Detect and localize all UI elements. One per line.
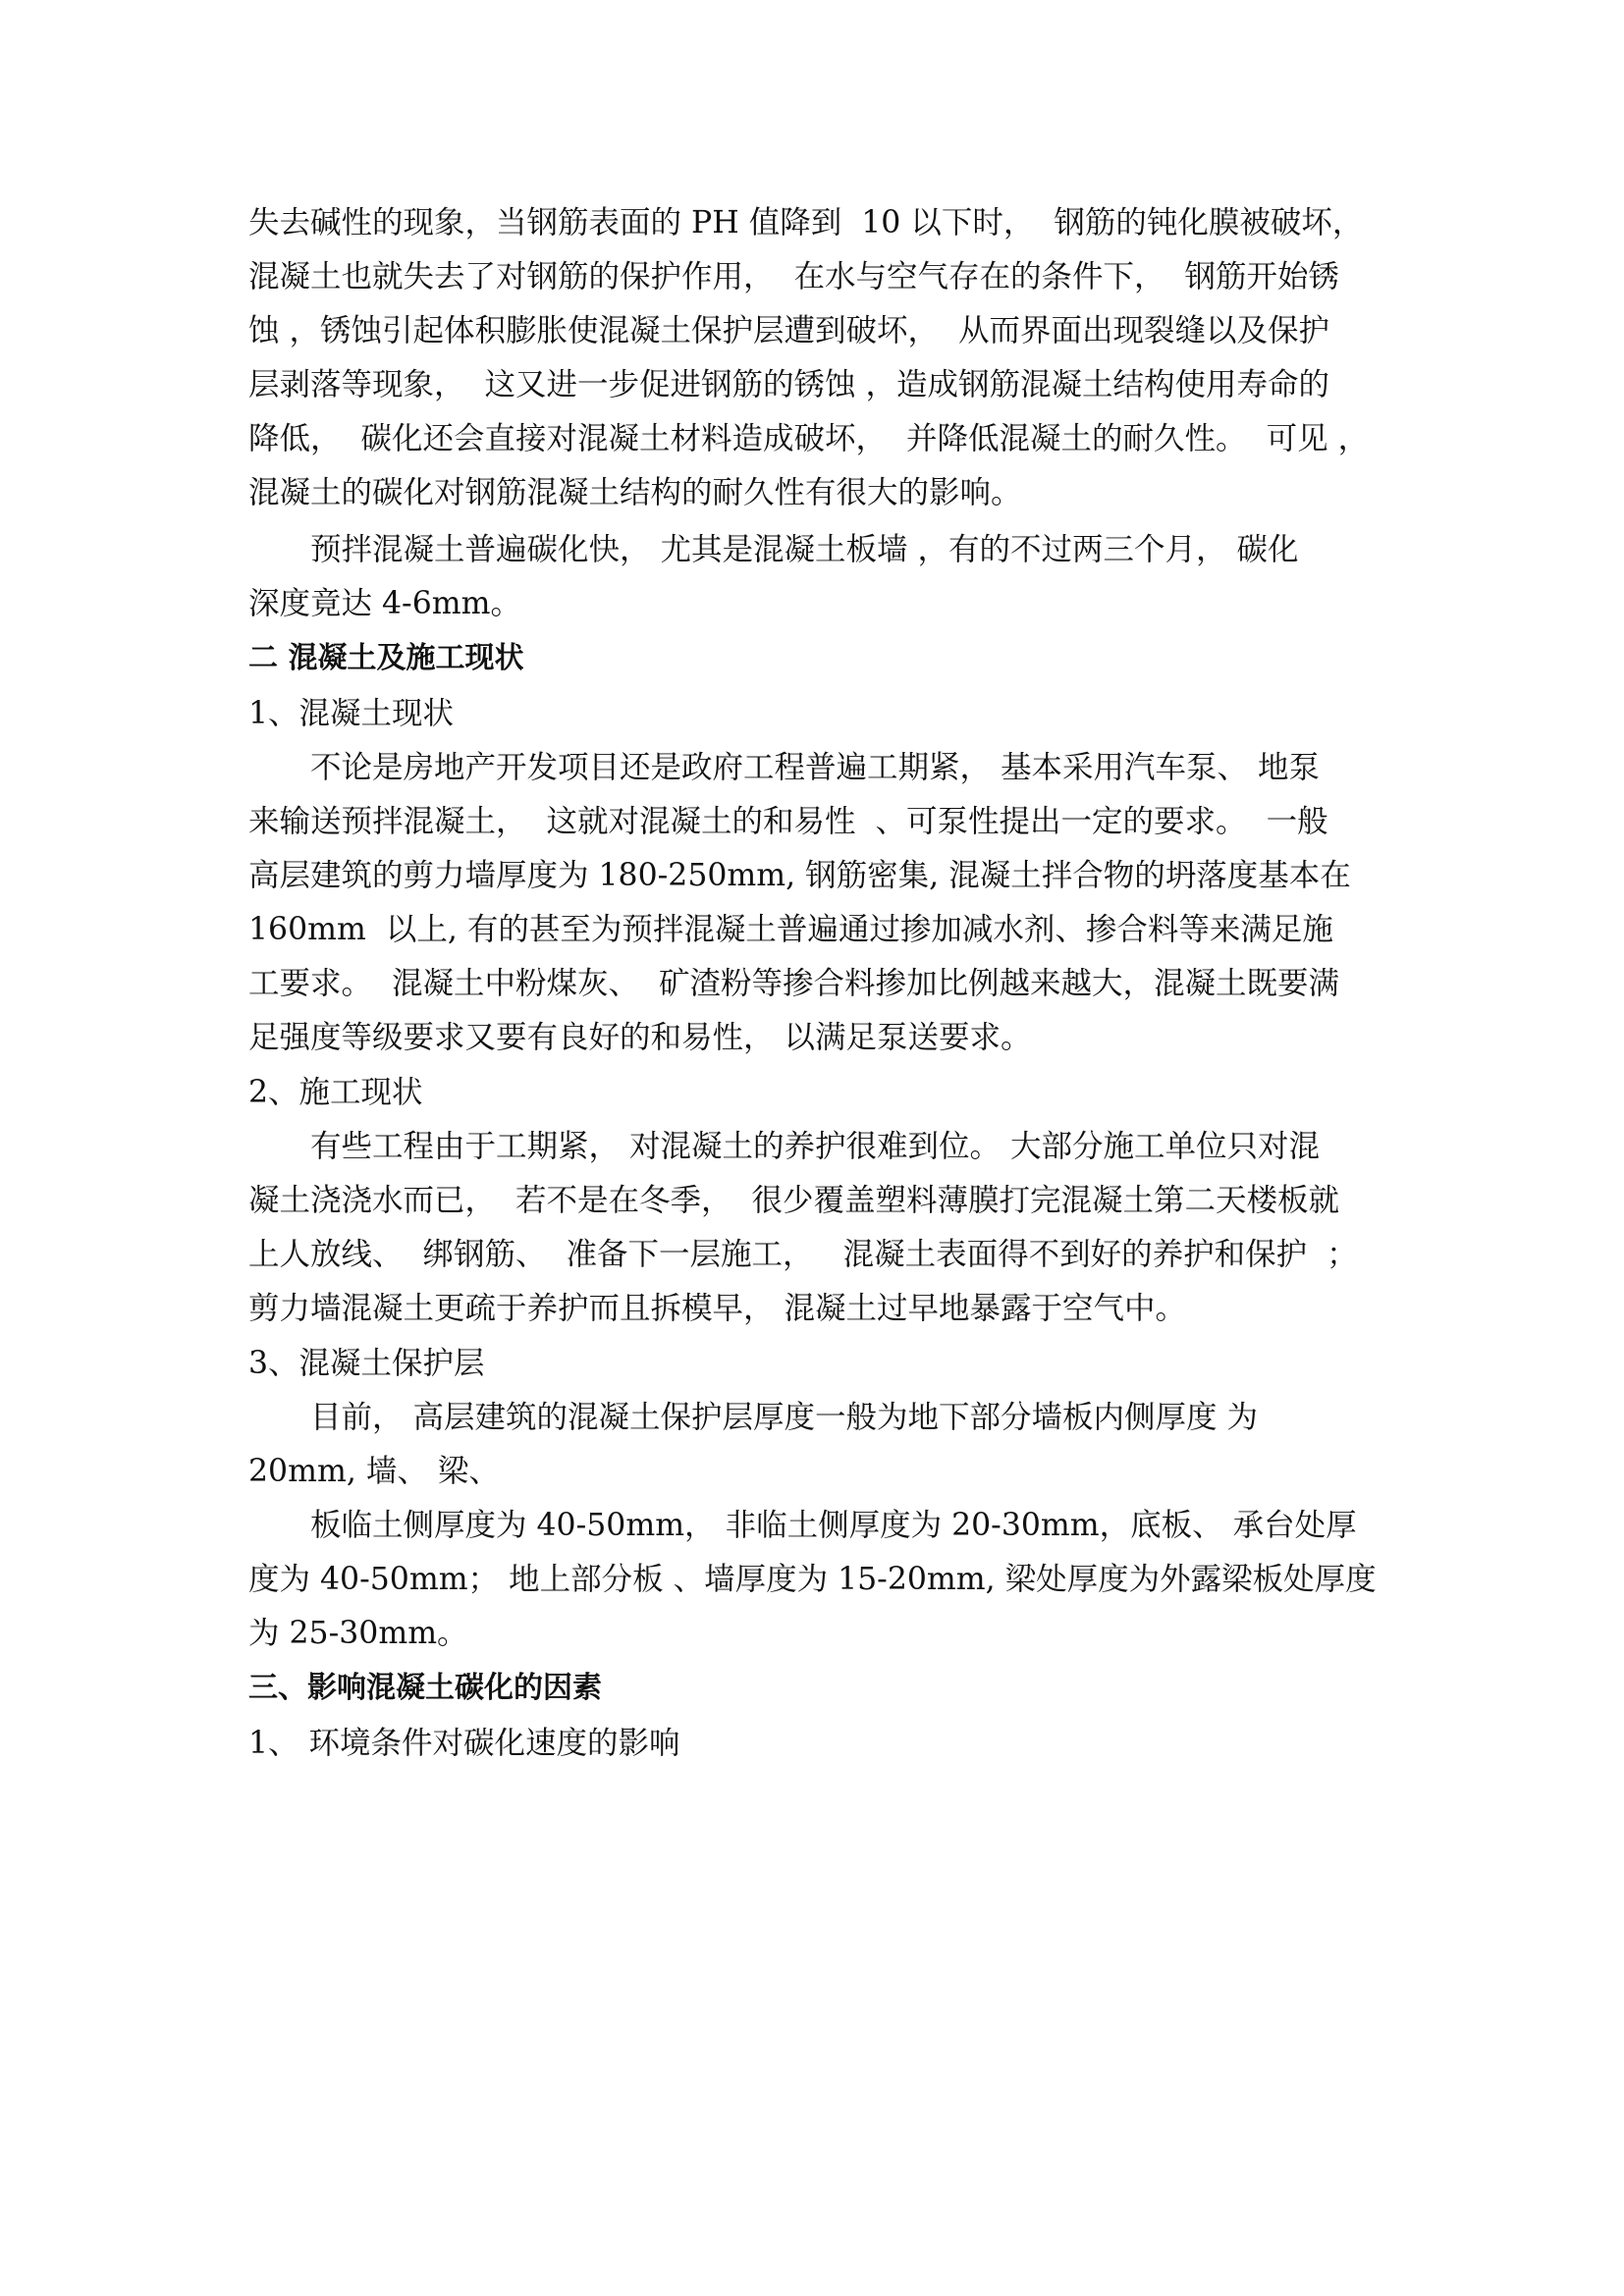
text-line [248, 849, 1387, 903]
text-line-content: 来输送预拌混凝土， 这就对混凝土的和易性 、可泵性提出一定的要求。 一般 [248, 804, 1328, 839]
text-line-content: 目前， 高层建筑的混凝土保护层厚度一般为地下部分墙板内侧厚度 为 [310, 1400, 1259, 1435]
section-heading: 三、影响混凝土碳化的因素 [248, 1671, 602, 1705]
text-line-content: 工要求。 混凝土中粉煤灰、 矿渣粉等掺合料掺加比例越来越大，混凝土既要满 [248, 966, 1340, 1001]
text-line-content: 失去碱性的现象，当钢筋表面的 PH 值降到 10 以下时， 钢筋的钝化膜被破坏， [248, 205, 1364, 240]
text-line-content: 20mm, 墙、 梁、 [248, 1454, 500, 1489]
concrete-status-paragraph [248, 741, 1387, 1065]
text-line [248, 1228, 1387, 1282]
text-line-content: 层剥落等现象， 这又进一步促进钢筋的锈蚀 ，造成钢筋混凝土结构使用寿命的 [248, 367, 1330, 402]
text-line-content: 160mm 以上, 有的甚至为预拌混凝土普遍通过掺加减水剂、掺合料等来满足施 [248, 912, 1333, 947]
text-line-content: 板临土侧厚度为 40-50mm， 非临土侧厚度为 20-30mm，底板、 承台处厚 [310, 1508, 1357, 1543]
text-line [248, 795, 1387, 849]
text-line [248, 741, 1387, 795]
text-line [248, 358, 1387, 412]
text-line [248, 957, 1387, 1011]
text-line [248, 412, 1387, 466]
text-line-content: 预拌混凝土普遍碳化快， 尤其是混凝土板墙 ，有的不过两三个月， 碳化 [310, 532, 1299, 567]
text-line [248, 1120, 1387, 1174]
cover-layer-paragraph-a [248, 1391, 1387, 1499]
text-line-content: 蚀 ，锈蚀引起体积膨胀使混凝土保护层遭到破坏， 从而界面出现裂缝以及保护 [248, 313, 1330, 348]
cover-layer-paragraph-b [248, 1499, 1387, 1661]
text-line [248, 1607, 1387, 1661]
text-line [248, 1011, 1387, 1065]
subsection-title: 3、混凝土保护层 [248, 1346, 485, 1381]
text-line [248, 1499, 1387, 1553]
text-line-content: 为 25-30mm。 [248, 1616, 468, 1651]
text-line-content: 高层建筑的剪力墙厚度为 180-250mm, 钢筋密集, 混凝土拌合物的坍落度基本在 [248, 858, 1351, 893]
text-line-content: 降低， 碳化还会直接对混凝土材料造成破坏， 并降低混凝土的耐久性。 可见 ， [248, 421, 1370, 456]
section-heading: 二 混凝土及施工现状 [248, 641, 524, 675]
text-line-content: 足强度等级要求又要有良好的和易性， 以满足泵送要求。 [248, 1020, 1032, 1055]
text-line [248, 1445, 1387, 1499]
text-line-content: 混凝土的碳化对钢筋混凝土结构的耐久性有很大的影响。 [248, 475, 1022, 510]
subsection-title: 1、混凝土现状 [248, 696, 455, 731]
text-line [248, 466, 1387, 520]
text-line [248, 1391, 1387, 1445]
text-line [248, 1282, 1387, 1336]
text-line [248, 523, 1387, 577]
text-line [248, 304, 1387, 358]
text-line [248, 1553, 1387, 1607]
text-line [248, 250, 1387, 304]
text-line-content: 上人放线、 绑钢筋、 准备下一层施工， 混凝土表面得不到好的养护和保护 ； [248, 1237, 1358, 1272]
text-line [248, 1174, 1387, 1228]
subsection-title: 1、 环境条件对碳化速度的影响 [248, 1726, 680, 1761]
text-line [248, 196, 1387, 250]
text-line-content: 混凝土也就失去了对钢筋的保护作用， 在水与空气存在的条件下， 钢筋开始锈 [248, 259, 1340, 294]
text-line-content: 凝土浇浇水而已， 若不是在冬季， 很少覆盖塑料薄膜打完混凝土第二天楼板就 [248, 1183, 1340, 1218]
text-line [248, 577, 1387, 631]
subsection-title: 2、施工现状 [248, 1075, 423, 1110]
text-line-content: 度为 40-50mm； 地上部分板 、墙厚度为 15-20mm, 梁处厚度为外露梁板处厚度 [248, 1562, 1377, 1597]
text-line-content: 深度竟达 4-6mm。 [248, 586, 521, 621]
text-line-content: 有些工程由于工期紧， 对混凝土的养护很难到位。 大部分施工单位只对混 [310, 1129, 1321, 1164]
premix-paragraph [248, 523, 1387, 631]
text-line-content: 剪力墙混凝土更疏于养护而且拆模早， 混凝土过早地暴露于空气中。 [248, 1291, 1187, 1326]
text-line [248, 903, 1387, 957]
construction-status-paragraph [248, 1120, 1387, 1336]
text-line-content: 不论是房地产开发项目还是政府工程普遍工期紧， 基本采用汽车泵、 地泵 [310, 750, 1321, 785]
intro-paragraph [248, 196, 1387, 520]
document-page [248, 196, 1387, 1771]
